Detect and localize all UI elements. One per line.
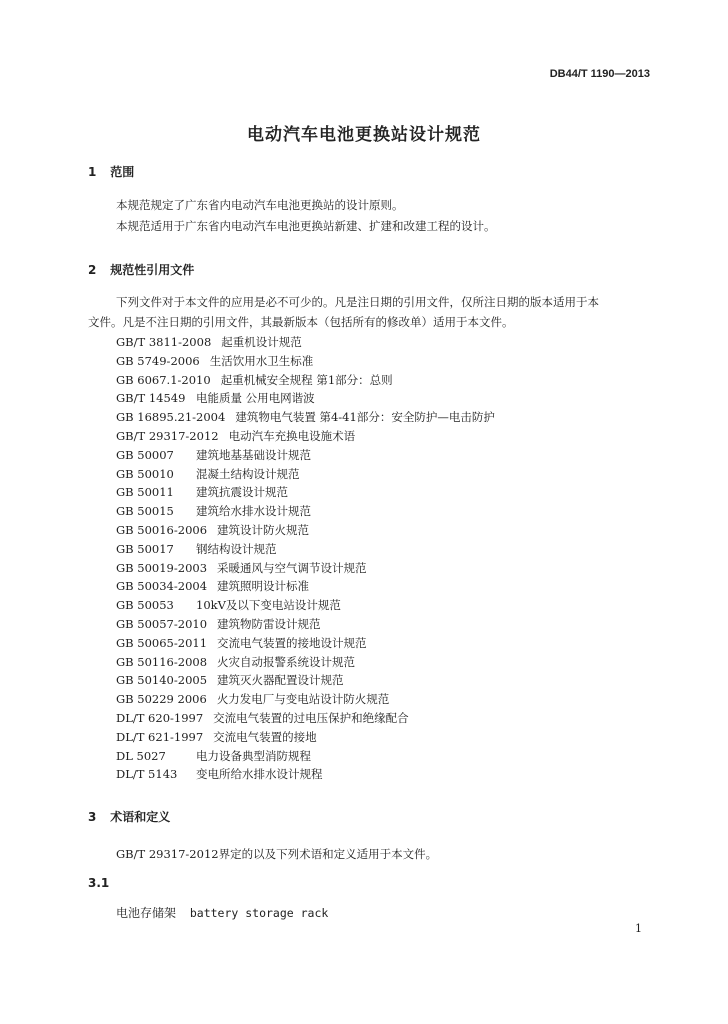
reference-code: GB 5749-2006 bbox=[116, 353, 200, 368]
section-title: 规范性引用文件 bbox=[110, 263, 195, 277]
reference-title: 电力设备典型消防规程 bbox=[196, 748, 311, 763]
reference-title: 变电所给水排水设计规程 bbox=[196, 767, 323, 782]
reference-title: 火力发电厂与变电站设计防火规范 bbox=[216, 692, 390, 707]
section-1-paragraph-1: 本规范规定了广东省内电动汽车电池更换站的设计原则。 bbox=[116, 198, 404, 212]
term-english: battery storage rack bbox=[189, 906, 329, 920]
reference-code: GB 50015 bbox=[116, 504, 174, 519]
reference-title: 建筑设计防火规范 bbox=[217, 522, 310, 537]
reference-code: GB 50057-2010 bbox=[116, 616, 208, 631]
reference-code: GB 50065-2011 bbox=[116, 635, 208, 650]
section-2-intro-line-1: 下列文件对于本文件的应用是必不可少的。凡是注日期的引用文件，仅所注日期的版本适用于本 bbox=[116, 295, 599, 309]
reference-code: GB/T 3811-2008 bbox=[116, 335, 212, 349]
section-number: 3.1 bbox=[88, 876, 110, 890]
reference-item bbox=[116, 503, 495, 522]
reference-item bbox=[116, 616, 495, 635]
reference-title: 10kV及以下变电站设计规范 bbox=[196, 598, 341, 613]
reference-item bbox=[116, 748, 495, 767]
reference-code: GB/T 14549 bbox=[116, 391, 186, 406]
reference-item bbox=[116, 635, 495, 654]
reference-code: GB/T 29317-2012 bbox=[116, 428, 219, 443]
section-2-heading bbox=[88, 261, 194, 278]
section-1-paragraph-2: 本规范适用于广东省内电动汽车电池更换站新建、扩建和改建工程的设计。 bbox=[116, 219, 496, 233]
section-2-intro-line-2: 文件。凡是不注日期的引用文件，其最新版本（包括所有的修改单）适用于本文件。 bbox=[88, 315, 514, 329]
section-title: 术语和定义 bbox=[110, 810, 171, 824]
reference-title: 建筑物防雷设计规范 bbox=[217, 616, 321, 631]
reference-item bbox=[116, 766, 495, 785]
reference-item bbox=[116, 334, 495, 353]
reference-item bbox=[116, 672, 495, 691]
reference-code: GB 50116-2008 bbox=[116, 654, 208, 669]
reference-title: 交流电气装置的过电压保护和绝缘配合 bbox=[213, 710, 409, 725]
reference-code: GB 50229 2006 bbox=[116, 692, 207, 707]
reference-list bbox=[116, 334, 495, 785]
reference-title: 钢结构设计规范 bbox=[196, 541, 277, 556]
reference-item bbox=[116, 710, 495, 729]
reference-title: 生活饮用水卫生标准 bbox=[209, 353, 314, 368]
reference-code: GB 50007 bbox=[116, 447, 174, 462]
reference-item bbox=[116, 729, 495, 748]
reference-code: DL 5027 bbox=[116, 748, 166, 763]
reference-code: GB 50010 bbox=[116, 466, 174, 481]
reference-item bbox=[116, 654, 495, 673]
reference-title: 电动汽车充换电设施术语 bbox=[228, 428, 356, 443]
reference-code: DL/T 621-1997 bbox=[116, 729, 204, 744]
term-chinese: 电池存储架 bbox=[116, 906, 177, 920]
reference-title: 建筑照明设计标准 bbox=[217, 579, 310, 594]
reference-item bbox=[116, 522, 495, 541]
standard-code: DB44/T 1190—2013 bbox=[549, 68, 650, 80]
reference-code: GB 50140-2005 bbox=[116, 673, 208, 688]
reference-code: DL/T 620-1997 bbox=[116, 710, 204, 725]
reference-title: 电能质量 公用电网谐波 bbox=[196, 391, 315, 406]
reference-title: 交流电气装置的接地 bbox=[213, 729, 317, 744]
reference-item bbox=[116, 390, 495, 409]
reference-item bbox=[116, 428, 495, 447]
reference-code: GB 16895.21-2004 bbox=[116, 410, 226, 425]
reference-item bbox=[116, 372, 495, 391]
reference-item bbox=[116, 691, 495, 710]
section-number: 3 bbox=[88, 810, 97, 824]
reference-title: 建筑给水排水设计规范 bbox=[196, 504, 311, 519]
reference-item bbox=[116, 597, 495, 616]
reference-title: 建筑物电气装置 第4-41部分：安全防护—电击防护 bbox=[235, 410, 495, 425]
reference-item bbox=[116, 484, 495, 503]
term-entry bbox=[116, 904, 328, 921]
reference-title: 采暖通风与空气调节设计规范 bbox=[217, 560, 367, 575]
section-number: 2 bbox=[88, 263, 97, 277]
reference-title: 起重机设计规范 bbox=[221, 335, 302, 349]
reference-item bbox=[116, 560, 495, 579]
reference-code: GB 50034-2004 bbox=[116, 579, 208, 594]
reference-title: 建筑地基基础设计规范 bbox=[196, 447, 311, 462]
reference-item bbox=[116, 578, 495, 597]
reference-code: GB 6067.1-2010 bbox=[116, 372, 211, 387]
reference-title: 建筑灭火器配置设计规范 bbox=[217, 673, 344, 688]
section-3-1-heading bbox=[88, 876, 109, 890]
reference-item bbox=[116, 541, 495, 560]
reference-item bbox=[116, 353, 495, 372]
reference-code: GB 50011 bbox=[116, 485, 174, 500]
reference-code: DL/T 5143 bbox=[116, 767, 178, 782]
reference-title: 起重机械安全规程 第1部分：总则 bbox=[220, 372, 393, 387]
reference-item bbox=[116, 447, 495, 466]
reference-code: GB 50019-2003 bbox=[116, 560, 208, 575]
section-3-heading bbox=[88, 808, 170, 825]
document-title: 电动汽车电池更换站设计规范 bbox=[247, 125, 481, 145]
reference-code: GB 50016-2006 bbox=[116, 522, 208, 537]
section-number: 1 bbox=[88, 165, 97, 179]
reference-code: GB 50053 bbox=[116, 598, 174, 613]
reference-title: 交流电气装置的接地设计规范 bbox=[217, 635, 367, 650]
reference-item bbox=[116, 466, 495, 485]
section-1-heading bbox=[88, 163, 134, 180]
reference-title: 混凝土结构设计规范 bbox=[196, 466, 300, 481]
section-title: 范围 bbox=[110, 165, 135, 179]
page-number: 1 bbox=[635, 922, 642, 935]
reference-item bbox=[116, 409, 495, 428]
reference-title: 建筑抗震设计规范 bbox=[196, 485, 288, 500]
section-3-intro: GB/T 29317-2012界定的以及下列术语和定义适用于本文件。 bbox=[116, 847, 438, 861]
reference-title: 火灾自动报警系统设计规范 bbox=[217, 654, 356, 669]
reference-code: GB 50017 bbox=[116, 541, 174, 556]
